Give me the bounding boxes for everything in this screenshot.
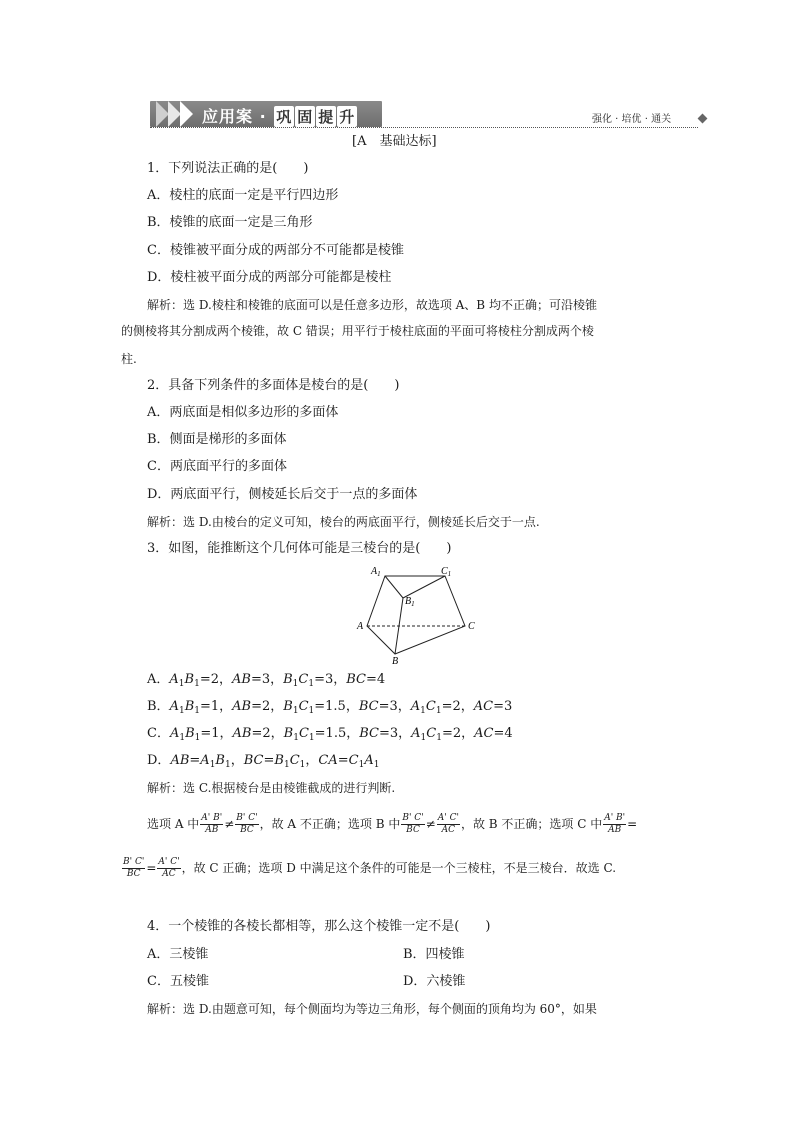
question-1-option-c: C．棱锥被平面分成的两部分不可能都是棱锥 xyxy=(147,243,404,258)
question-4-stem: 4．一个棱锥的各棱长都相等，那么这个棱锥一定不是( ) xyxy=(147,919,491,934)
question-3-option-b: B．$A_1B_1=1$，AB=2，$B_1C_1=1.5$，BC=3，$A_1C_1=2$，AC=3 xyxy=(147,699,513,716)
section-title: [A 基础达标] xyxy=(352,134,437,149)
question-1-option-d: D．棱柱被平面分成的两部分可能都是棱柱 xyxy=(147,270,392,285)
banner-char: 巩 xyxy=(276,108,293,126)
label-B: B xyxy=(392,656,399,666)
banner-title xyxy=(202,104,357,127)
label-C1: $C_1$ xyxy=(441,566,452,578)
question-1-solution: 解析：选 D.棱柱和棱锥的底面可以是任意多边形，故选项 A、B 均不正确；可沿棱锥 xyxy=(147,298,597,312)
header-tags: 强化 · 培优 · 通关 xyxy=(592,114,672,125)
question-3-stem: 3．如图，能推断这个几何体可能是三棱台的是( ) xyxy=(147,541,452,556)
banner-char: 提 xyxy=(318,108,335,126)
question-4-solution: 解析：选 D.由题意可知，每个侧面均为等边三角形，每个侧面的顶角均为 60°，如果 xyxy=(147,1002,597,1016)
question-3-option-a: A．$A_1B_1=2$，AB=3，$B_1C_1=3$，BC=4 xyxy=(147,672,386,689)
label-B1: $B_1$ xyxy=(405,596,415,608)
question-4-option-c: C．五棱锥 xyxy=(147,974,209,989)
diamond-icon xyxy=(698,114,708,124)
question-2-stem: 2．具备下列条件的多面体是棱台的是( ) xyxy=(147,378,400,393)
question-4-option-b: B．四棱锥 xyxy=(403,947,465,962)
label-C: C xyxy=(468,621,475,632)
question-2-option-d: D．两底面平行，侧棱延长后交于一点的多面体 xyxy=(147,487,418,502)
question-3-explanation: 选项 A 中 $\frac{A' B'}{AB}$ ≠ $\frac{B' C'}{BC}$ ，故 A 不正确；选项 B 中 $\frac{B' C'}{BC}$ ≠ $\frac{A' C'}{AC}$ ，故 B 不正确；选项 C 中 $\frac{A' B'}{AB}$ = xyxy=(147,813,638,835)
banner-char: 固 xyxy=(297,108,314,126)
question-3-option-d: D．$AB=A_1B_1$，$BC=B_1C_1$，$CA=C_1A_1$ xyxy=(147,753,380,770)
question-3-solution: 解析：选 C.根据棱台是由棱锥截成的进行判断. xyxy=(147,781,396,795)
question-4-option-a: A．三棱锥 xyxy=(147,947,209,962)
question-2-option-b: B．侧面是梯形的多面体 xyxy=(147,432,287,447)
question-2-solution: 解析：选 D.由棱台的定义可知，棱台的两底面平行，侧棱延长后交于一点. xyxy=(147,515,540,529)
question-2-option-a: A．两底面是相似多边形的多面体 xyxy=(147,405,339,420)
question-1-option-a: A．棱柱的底面一定是平行四边形 xyxy=(147,188,339,203)
question-1-option-b: B．棱锥的底面一定是三角形 xyxy=(147,215,313,230)
question-1-solution-cont: 的侧棱将其分割成两个棱锥，故 C 错误；用平行于棱柱底面的平面可将棱柱分割成两个棱 xyxy=(121,324,594,338)
question-3-explanation-cont: $\frac{B' C'}{BC}$ = $\frac{A' C'}{AC}$ ，故 C 正确；选项 D 中满足这个条件的可能是一个三棱柱，不是三棱台．故选 C. xyxy=(123,857,617,879)
question-1-stem: 1．下列说法正确的是( ) xyxy=(147,161,309,176)
figure-edge xyxy=(385,576,403,598)
label-A1: $A_1$ xyxy=(371,566,381,578)
question-4-option-d: D．六棱锥 xyxy=(403,974,466,989)
banner-left-text: 应用案 · xyxy=(202,107,267,126)
figure-outline xyxy=(367,576,465,654)
header-rule xyxy=(150,127,698,128)
question-1-solution-end: 柱. xyxy=(121,352,137,366)
question-2-option-c: C．两底面平行的多面体 xyxy=(147,459,287,474)
banner-char: 升 xyxy=(339,108,356,126)
chevron-icon xyxy=(180,101,193,127)
section-banner xyxy=(150,101,382,127)
figure-edge xyxy=(403,576,445,598)
figure-edge xyxy=(395,598,403,654)
frustum-figure xyxy=(355,566,485,670)
question-3-option-c: C．$A_1B_1=1$，AB=2，$B_1C_1=1.5$，BC=3，$A_1C_1=2$，AC=4 xyxy=(147,726,513,743)
label-A: A xyxy=(357,621,364,632)
